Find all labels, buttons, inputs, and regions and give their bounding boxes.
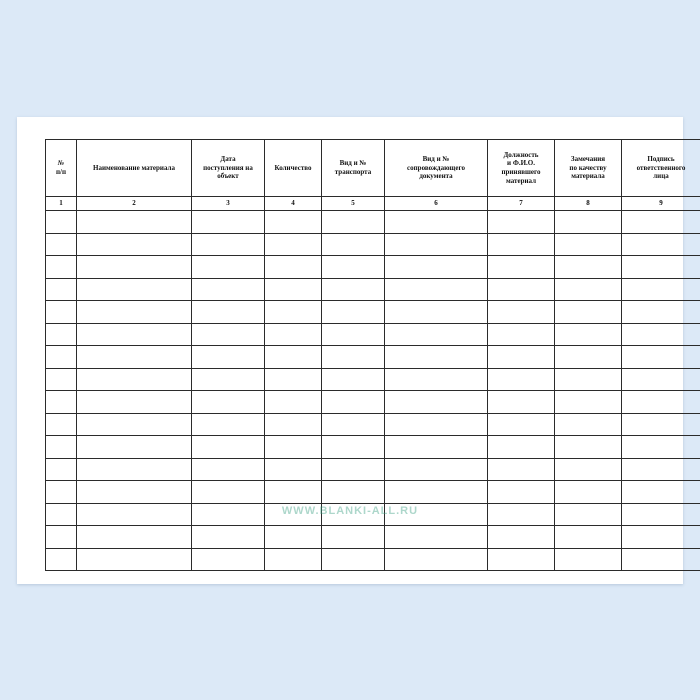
table-cell-empty[interactable] [385, 346, 488, 369]
column-header-2-line-0: Наименование материала [93, 163, 175, 172]
table-cell-empty[interactable] [322, 323, 385, 346]
table-cell-empty[interactable] [322, 233, 385, 256]
table-cell-empty[interactable] [192, 301, 265, 324]
table-cell-empty[interactable] [622, 413, 700, 436]
table-cell-empty[interactable] [622, 548, 700, 571]
table-cell-empty[interactable] [322, 391, 385, 414]
table-cell-empty[interactable] [555, 503, 622, 526]
column-header-5-line-1: транспорта [334, 168, 372, 176]
table-cell-empty[interactable] [46, 278, 77, 301]
table-cell-empty[interactable] [265, 256, 322, 279]
table-cell-empty[interactable] [385, 413, 488, 436]
table-row[interactable] [46, 436, 700, 459]
table-row[interactable] [46, 346, 700, 369]
table-cell-empty[interactable] [385, 458, 488, 481]
table-cell-empty[interactable] [77, 436, 192, 459]
table-cell-empty[interactable] [77, 458, 192, 481]
column-index-8: 8 [555, 197, 622, 211]
table-cell-empty[interactable] [46, 481, 77, 504]
table-cell-empty[interactable] [192, 233, 265, 256]
table-cell-empty[interactable] [488, 301, 555, 324]
table-cell-empty[interactable] [385, 436, 488, 459]
table-row[interactable] [46, 368, 700, 391]
column-header-3-line-0: Дата [220, 155, 236, 164]
table-cell-empty[interactable] [265, 436, 322, 459]
table-cell-empty[interactable] [192, 368, 265, 391]
column-header-7-line-2: принявшего [501, 168, 541, 176]
table-cell-empty[interactable] [488, 548, 555, 571]
table-cell-empty[interactable] [46, 256, 77, 279]
table-cell-empty[interactable] [322, 526, 385, 549]
table-cell-empty[interactable] [192, 323, 265, 346]
table-cell-empty[interactable] [46, 346, 77, 369]
table-cell-empty[interactable] [322, 256, 385, 279]
table-row[interactable] [46, 548, 700, 571]
document-paper [17, 117, 686, 584]
table-cell-empty[interactable] [192, 211, 265, 234]
table-cell-empty[interactable] [265, 481, 322, 504]
column-header-6 [385, 140, 488, 197]
table-cell-empty[interactable] [622, 346, 700, 369]
table-row[interactable] [46, 503, 700, 526]
table-cell-empty[interactable] [265, 278, 322, 301]
table-cell-empty[interactable] [322, 346, 385, 369]
table-row[interactable] [46, 323, 700, 346]
table-cell-empty[interactable] [192, 458, 265, 481]
table-cell-empty[interactable] [77, 323, 192, 346]
table-row[interactable] [46, 526, 700, 549]
table-cell-empty[interactable] [488, 413, 555, 436]
table-cell-empty[interactable] [265, 458, 322, 481]
table-row[interactable] [46, 278, 700, 301]
column-header-3-line-1: поступления на [203, 163, 253, 172]
table-row[interactable] [46, 256, 700, 279]
header-row [46, 140, 700, 197]
table-cell-empty[interactable] [77, 503, 192, 526]
table-row[interactable] [46, 391, 700, 414]
table-cell-empty[interactable] [385, 256, 488, 279]
table-cell-empty[interactable] [322, 458, 385, 481]
table-cell-empty[interactable] [192, 548, 265, 571]
materials-register-table [45, 139, 700, 571]
table-cell-empty[interactable] [488, 256, 555, 279]
table-cell-empty[interactable] [265, 211, 322, 234]
table-row[interactable] [46, 481, 700, 504]
table-cell-empty[interactable] [46, 458, 77, 481]
table-cell-empty[interactable] [322, 548, 385, 571]
table-cell-empty[interactable] [46, 233, 77, 256]
table-cell-empty[interactable] [192, 278, 265, 301]
table-cell-empty[interactable] [322, 301, 385, 324]
column-header-7-line-0: Должность [503, 150, 539, 159]
table-cell-empty[interactable] [77, 256, 192, 279]
table-cell-empty[interactable] [555, 481, 622, 504]
column-index-5: 5 [322, 197, 385, 211]
column-header-4-line-0: Количество [274, 163, 312, 172]
column-index-3: 3 [192, 197, 265, 211]
column-header-8-line-1: по качеству [569, 163, 607, 172]
table-cell-empty[interactable] [385, 526, 488, 549]
table-cell-empty[interactable] [46, 436, 77, 459]
table-cell-empty[interactable] [622, 256, 700, 279]
table-cell-empty[interactable] [192, 256, 265, 279]
table-cell-empty[interactable] [622, 458, 700, 481]
table-cell-empty[interactable] [265, 368, 322, 391]
table-cell-empty[interactable] [488, 368, 555, 391]
table-cell-empty[interactable] [46, 503, 77, 526]
table-cell-empty[interactable] [555, 233, 622, 256]
table-cell-empty[interactable] [488, 323, 555, 346]
column-header-7 [488, 140, 555, 197]
table-cell-empty[interactable] [46, 323, 77, 346]
table-cell-empty[interactable] [46, 413, 77, 436]
table-cell-empty[interactable] [385, 391, 488, 414]
table-cell-empty[interactable] [77, 391, 192, 414]
table-cell-empty[interactable] [488, 233, 555, 256]
column-header-9 [622, 140, 700, 197]
table-cell-empty[interactable] [265, 233, 322, 256]
table-cell-empty[interactable] [488, 458, 555, 481]
table-cell-empty[interactable] [46, 548, 77, 571]
table-cell-empty[interactable] [46, 211, 77, 234]
column-index-2: 2 [77, 197, 192, 211]
column-header-5 [322, 140, 385, 197]
watermark-text: WWW.BLANKI-ALL.RU [281, 505, 419, 517]
table-cell-empty[interactable] [265, 413, 322, 436]
table-cell-empty[interactable] [77, 548, 192, 571]
column-header-4 [265, 140, 322, 197]
table-cell-empty[interactable] [385, 548, 488, 571]
table-cell-empty[interactable] [265, 548, 322, 571]
table-cell-empty[interactable] [77, 211, 192, 234]
table-cell-empty[interactable] [322, 211, 385, 234]
column-index-4: 4 [265, 197, 322, 211]
table-cell-empty[interactable] [488, 436, 555, 459]
table-header [46, 140, 700, 197]
table-cell-empty[interactable] [46, 391, 77, 414]
column-header-8 [555, 140, 622, 197]
table-cell-empty[interactable] [322, 481, 385, 504]
table-cell-empty[interactable] [385, 481, 488, 504]
table-row[interactable] [46, 413, 700, 436]
table-row[interactable] [46, 211, 700, 234]
column-header-7-line-3: материал [506, 176, 536, 185]
table-cell-empty[interactable] [622, 526, 700, 549]
column-header-3-line-2: объект [217, 172, 239, 181]
table-cell-empty[interactable] [555, 278, 622, 301]
column-header-1 [46, 140, 77, 197]
column-index-row [46, 197, 700, 211]
table-cell-empty[interactable] [488, 211, 555, 234]
table-cell-empty[interactable] [488, 481, 555, 504]
column-header-5-line-0: Вид и № [339, 159, 367, 168]
table-cell-empty[interactable] [265, 503, 322, 526]
table-cell-empty[interactable] [555, 458, 622, 481]
table-row[interactable] [46, 233, 700, 256]
column-header-9-line-0: Подпись [647, 155, 675, 164]
table-cell-empty[interactable] [555, 323, 622, 346]
table-cell-empty[interactable] [385, 503, 488, 526]
table-cell-empty[interactable] [385, 368, 488, 391]
table-cell-empty[interactable] [488, 278, 555, 301]
column-index-9: 9 [622, 197, 700, 211]
table-cell-empty[interactable] [555, 368, 622, 391]
column-header-3 [192, 140, 265, 197]
table-cell-empty[interactable] [488, 526, 555, 549]
table-cell-empty[interactable] [488, 346, 555, 369]
table-cell-empty[interactable] [555, 301, 622, 324]
table-row[interactable] [46, 301, 700, 324]
table-cell-empty[interactable] [622, 436, 700, 459]
table-cell-empty[interactable] [265, 323, 322, 346]
column-header-7-line-1: и Ф.И.О. [507, 159, 535, 168]
table-cell-empty[interactable] [322, 503, 385, 526]
table-cell-empty[interactable] [385, 323, 488, 346]
table-cell-empty[interactable] [192, 436, 265, 459]
table-cell-empty[interactable] [555, 548, 622, 571]
table-cell-empty[interactable] [192, 413, 265, 436]
column-header-6-line-1: сопровождающего [407, 163, 465, 172]
table-cell-empty[interactable] [555, 346, 622, 369]
column-header-6-line-0: Вид и № [422, 155, 450, 164]
table-cell-empty[interactable] [385, 233, 488, 256]
table-cell-empty[interactable] [622, 211, 700, 234]
table-cell-empty[interactable] [192, 503, 265, 526]
table-cell-empty[interactable] [46, 368, 77, 391]
column-header-1-line-1: п/п [55, 168, 66, 176]
table-cell-empty[interactable] [192, 526, 265, 549]
column-header-2 [77, 140, 192, 197]
table-cell-empty[interactable] [555, 413, 622, 436]
table-cell-empty[interactable] [555, 526, 622, 549]
table-container [45, 139, 686, 571]
column-header-6-line-2: документа [419, 172, 453, 181]
column-index-6: 6 [385, 197, 488, 211]
table-cell-empty[interactable] [622, 481, 700, 504]
table-cell-empty[interactable] [385, 211, 488, 234]
table-cell-empty[interactable] [622, 233, 700, 256]
table-cell-empty[interactable] [622, 323, 700, 346]
table-cell-empty[interactable] [77, 233, 192, 256]
table-cell-empty[interactable] [385, 301, 488, 324]
table-cell-empty[interactable] [622, 278, 700, 301]
table-cell-empty[interactable] [77, 526, 192, 549]
table-cell-empty[interactable] [265, 526, 322, 549]
table-cell-empty[interactable] [77, 346, 192, 369]
table-cell-empty[interactable] [488, 391, 555, 414]
table-cell-empty[interactable] [385, 278, 488, 301]
table-cell-empty[interactable] [46, 526, 77, 549]
table-cell-empty[interactable] [77, 413, 192, 436]
table-cell-empty[interactable] [77, 368, 192, 391]
column-header-8-line-2: материала [571, 172, 605, 181]
table-cell-empty[interactable] [622, 301, 700, 324]
column-header-8-line-0: Замечания [570, 155, 606, 164]
column-header-9-line-1: ответственного [636, 163, 686, 172]
table-cell-empty[interactable] [77, 278, 192, 301]
table-cell-empty[interactable] [322, 368, 385, 391]
table-cell-empty[interactable] [265, 391, 322, 414]
table-cell-empty[interactable] [265, 346, 322, 369]
table-row[interactable] [46, 458, 700, 481]
table-cell-empty[interactable] [322, 278, 385, 301]
table-cell-empty[interactable] [46, 301, 77, 324]
table-cell-empty[interactable] [555, 211, 622, 234]
table-cell-empty[interactable] [77, 301, 192, 324]
table-cell-empty[interactable] [192, 391, 265, 414]
table-cell-empty[interactable] [555, 391, 622, 414]
table-body [46, 197, 700, 571]
table-cell-empty[interactable] [192, 346, 265, 369]
table-cell-empty[interactable] [622, 368, 700, 391]
column-header-9-line-2: лица [653, 172, 669, 181]
table-cell-empty[interactable] [622, 391, 700, 414]
table-cell-empty[interactable] [322, 436, 385, 459]
table-cell-empty[interactable] [265, 301, 322, 324]
table-cell-empty[interactable] [622, 503, 700, 526]
table-cell-empty[interactable] [555, 256, 622, 279]
table-cell-empty[interactable] [77, 481, 192, 504]
table-cell-empty[interactable] [555, 436, 622, 459]
column-index-7: 7 [488, 197, 555, 211]
table-cell-empty[interactable] [322, 413, 385, 436]
column-index-1: 1 [46, 197, 77, 211]
table-cell-empty[interactable] [192, 481, 265, 504]
table-cell-empty[interactable] [488, 503, 555, 526]
column-header-1-line-0: № [57, 159, 65, 168]
